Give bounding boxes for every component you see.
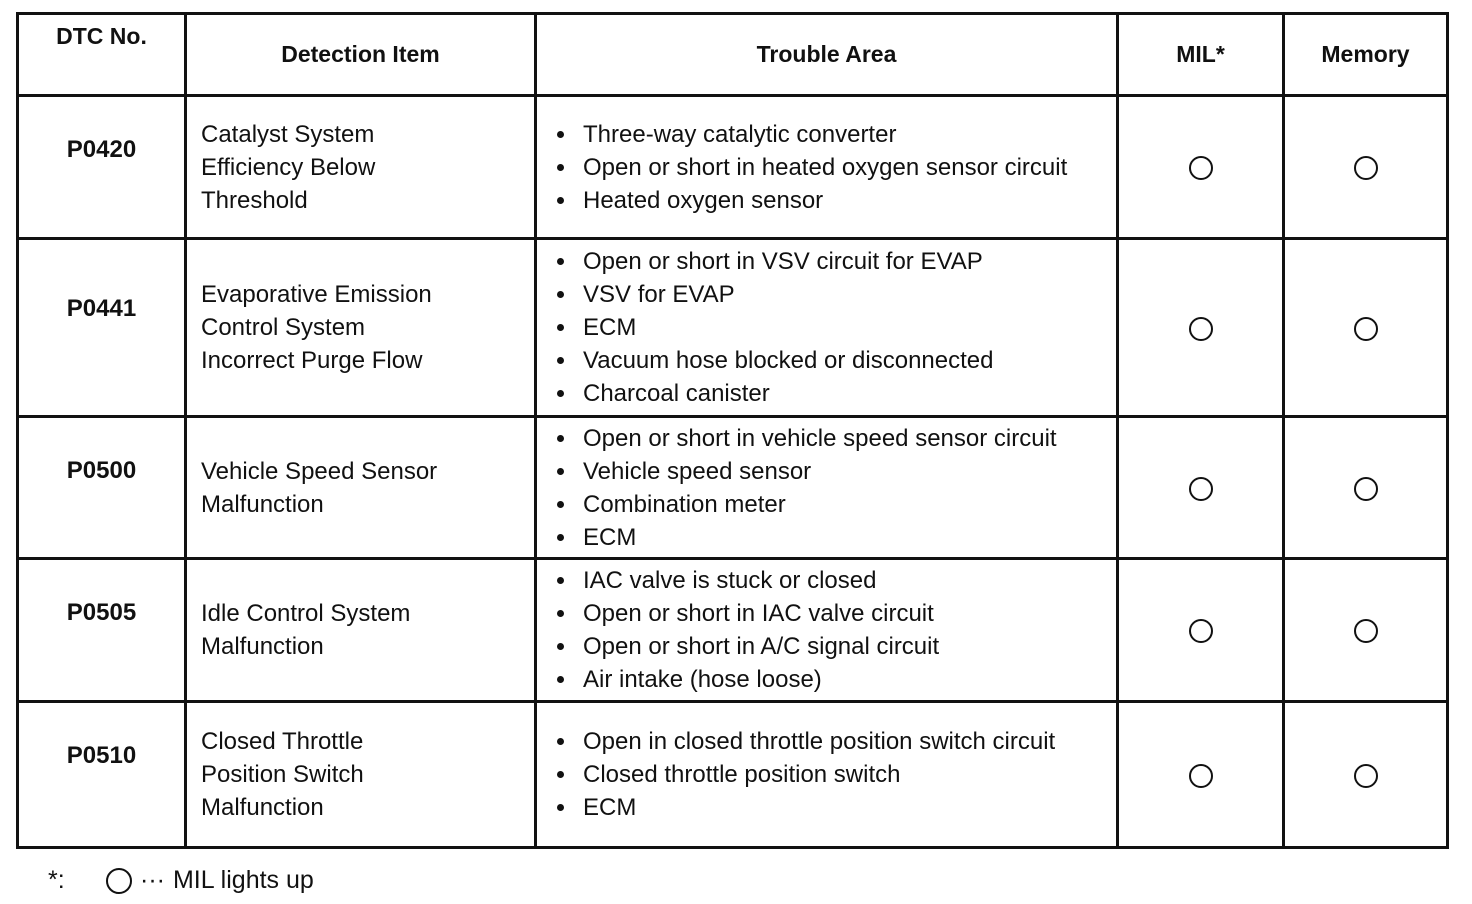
mil-circle-icon [1189, 317, 1213, 341]
footnote-text: MIL lights up [172, 866, 314, 894]
detection-item-line: Efficiency Below [201, 153, 376, 181]
mil-cell [1118, 559, 1284, 702]
trouble-area-item: Open or short in vehicle speed sensor circuit [551, 422, 1116, 455]
trouble-area-item: Vacuum hose blocked or disconnected [551, 344, 1116, 377]
trouble-area-item: Open or short in A/C signal circuit [551, 630, 1116, 663]
memory-circle-icon [1354, 156, 1378, 180]
trouble-area-item: Open in closed throttle position switch circuit [551, 725, 1116, 758]
detection-item-line: Incorrect Purge Flow [201, 347, 423, 374]
trouble-area-item: Closed throttle position switch [551, 758, 1116, 791]
table-row [18, 559, 1448, 702]
trouble-area-item: Three-way catalytic converter [551, 118, 1116, 151]
dtc-code: P0500 [18, 417, 186, 559]
header-trouble-area: Trouble Area [536, 14, 1118, 96]
table-row [18, 417, 1448, 559]
trouble-area-item: IAC valve is stuck or closed [551, 564, 1116, 597]
detection-item-line: Closed Throttle [201, 728, 364, 755]
mil-circle-icon [1189, 156, 1213, 180]
trouble-area-item: Air intake (hose loose) [551, 663, 1116, 696]
dtc-code: P0441 [18, 239, 186, 417]
detection-item-line: Control System [201, 314, 366, 341]
header-memory: Memory [1284, 14, 1448, 96]
memory-cell [1284, 559, 1448, 702]
mil-circle-icon [1189, 764, 1213, 788]
mil-circle-icon [1189, 477, 1213, 501]
header-detection-item: Detection Item [186, 14, 536, 96]
memory-circle-icon [1354, 317, 1378, 341]
trouble-area-item: ECM [551, 521, 1116, 554]
detection-item-line: Threshold [201, 186, 308, 214]
table-row [18, 702, 1448, 848]
detection-item-line: Position Switch [201, 761, 364, 788]
table-row [18, 96, 1448, 239]
detection-item-line: Evaporative Emission [201, 281, 432, 308]
trouble-area-item: Open or short in IAC valve circuit [551, 597, 1116, 630]
detection-item [186, 239, 536, 417]
footnote-marker: *: [48, 866, 65, 894]
memory-circle-icon [1354, 477, 1378, 501]
footnote-ellipsis: ··· [140, 866, 165, 894]
header-dtc-no: DTC No. [18, 14, 186, 96]
memory-cell [1284, 702, 1448, 848]
dtc-code: P0420 [18, 96, 186, 239]
mil-cell [1118, 239, 1284, 417]
table-row [18, 239, 1448, 417]
trouble-area [536, 239, 1118, 417]
trouble-area-item: VSV for EVAP [551, 278, 1116, 311]
detection-item-line: Catalyst System [201, 120, 375, 148]
trouble-area [536, 417, 1118, 559]
detection-item-line: Malfunction [201, 490, 324, 518]
mil-circle-icon [1189, 619, 1213, 643]
trouble-area [536, 559, 1118, 702]
mil-cell [1118, 96, 1284, 239]
trouble-area [536, 702, 1118, 848]
memory-cell [1284, 239, 1448, 417]
dtc-code: P0505 [18, 559, 186, 702]
detection-item [186, 417, 536, 559]
trouble-area-item: ECM [551, 311, 1116, 344]
detection-item [186, 702, 536, 848]
detection-item [186, 559, 536, 702]
table-header-row [18, 14, 1448, 96]
trouble-area-item: Open or short in VSV circuit for EVAP [551, 245, 1116, 278]
header-mil: MIL* [1118, 14, 1284, 96]
detection-item [186, 96, 536, 239]
memory-cell [1284, 96, 1448, 239]
memory-cell [1284, 417, 1448, 559]
detection-item-line: Vehicle Speed Sensor [201, 457, 438, 485]
detection-item-line: Idle Control System [201, 600, 411, 627]
memory-circle-icon [1354, 764, 1378, 788]
trouble-area-item: Vehicle speed sensor [551, 455, 1116, 488]
footnote [48, 866, 314, 895]
detection-item-line: Malfunction [201, 633, 324, 660]
trouble-area-item: Charcoal canister [551, 377, 1116, 410]
mil-cell [1118, 702, 1284, 848]
dtc-table [16, 12, 1449, 849]
trouble-area-item: Heated oxygen sensor [551, 184, 1116, 217]
memory-circle-icon [1354, 619, 1378, 643]
trouble-area-item: Open or short in heated oxygen sensor circuit [551, 151, 1116, 184]
trouble-area-item: Combination meter [551, 488, 1116, 521]
detection-item-line: Malfunction [201, 794, 324, 821]
footnote-circle-icon [106, 868, 132, 894]
dtc-code: P0510 [18, 702, 186, 848]
trouble-area [536, 96, 1118, 239]
trouble-area-item: ECM [551, 791, 1116, 824]
mil-cell [1118, 417, 1284, 559]
